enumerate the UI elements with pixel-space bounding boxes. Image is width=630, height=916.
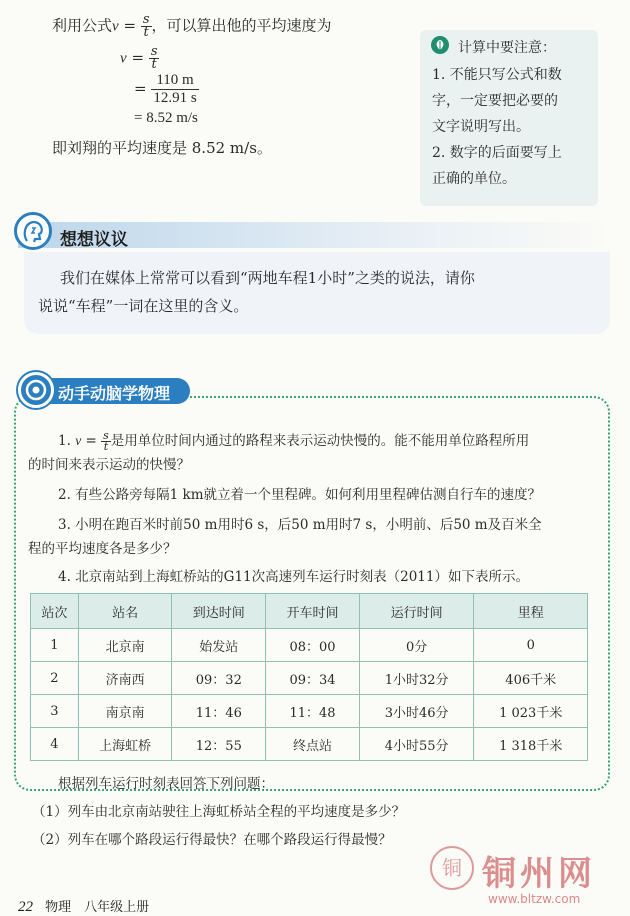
table-cell: 2	[31, 662, 79, 695]
thinking-head-icon	[14, 212, 52, 250]
question-3-cont: 程的平均速度各是多少？	[28, 541, 177, 557]
sub-question-1: （1）列车由北京南站驶往上海虹桥站全程的平均速度是多少？	[32, 804, 406, 820]
table-row	[31, 662, 588, 695]
note-line: 2. 数字的后面要写上	[432, 145, 562, 161]
table-cell: 济南西	[78, 662, 172, 695]
table-cell: 09：32	[172, 662, 266, 695]
column-header: 运行时间	[359, 594, 474, 629]
table-cell: 0分	[359, 629, 474, 662]
formula-substitution: = $\frac{110 m}{12.91 s}$	[134, 72, 197, 106]
formula-definition: v = $\frac{s}{t}$	[120, 44, 158, 72]
question-4: 4. 北京南站到上海虹桥站的G11次高速列车运行时刻表（2011）如下表所示。	[58, 569, 529, 585]
note-title: 计算中要注意：	[458, 40, 556, 56]
table-cell: 南京南	[78, 695, 172, 728]
think-text-line-1: 我们在媒体上常常可以看到“两地车程1小时”之类的说法，请你	[60, 269, 475, 287]
sub-question-2: （2）列车在哪个路段运行得最快？在哪个路段运行得最慢？	[32, 832, 392, 848]
table-cell: 3小时46分	[359, 695, 474, 728]
column-header: 到达时间	[172, 594, 266, 629]
column-header: 站名	[78, 594, 172, 629]
table-cell: 11：48	[266, 695, 360, 728]
eye-circle-icon	[18, 372, 54, 408]
note-line: 正确的单位。	[432, 171, 516, 187]
table-cell: 08：00	[266, 629, 360, 662]
table-header-row	[31, 594, 588, 629]
column-header: 站次	[31, 594, 79, 629]
question-2: 2. 有些公路旁每隔1 km就立着一个里程碑。如何利用里程碑估测自行车的速度？	[58, 487, 542, 503]
watermark-seal: 铜	[430, 846, 474, 890]
table-cell: 3	[31, 695, 79, 728]
book-title: 物理 八年级上册	[45, 900, 150, 915]
watermark-url: www.bltzw.com	[488, 892, 581, 906]
leaf-icon	[431, 36, 449, 54]
table-cell: 0	[474, 629, 588, 662]
formula-result: = 8.52 m/s	[134, 110, 198, 126]
question-3: 3. 小明在跑百米时前50 m用时6 s，后50 m用时7 s，小明前、后50 m及百米全	[58, 517, 542, 533]
formula-intro: 利用公式v = $\frac{s}{t}$ ，可以算出他的平均速度为	[52, 12, 332, 40]
column-header: 里程	[474, 594, 588, 629]
table-row	[31, 728, 588, 761]
hands-on-title: 动手动脑学物理	[58, 384, 171, 403]
table-cell: 始发站	[172, 629, 266, 662]
question-1: 1. v = $\frac{s}{t}$ 是用单位时间内通过的路程来表示运动快慢的。能不能用单位路程所用	[58, 429, 530, 453]
note-line: 文字说明写出。	[432, 119, 530, 135]
table-cell: 北京南	[78, 629, 172, 662]
table-cell: 12：55	[172, 728, 266, 761]
table-cell: 4小时55分	[359, 728, 474, 761]
table-cell: 09：34	[266, 662, 360, 695]
table-cell: 1 023千米	[474, 695, 588, 728]
table-cell: 4	[31, 728, 79, 761]
note-line: 1. 不能只写公式和数	[432, 67, 562, 83]
table-row	[31, 629, 588, 662]
table-cell: 406千米	[474, 662, 588, 695]
watermark-name: 铜州网	[482, 854, 596, 894]
column-header: 开车时间	[266, 594, 360, 629]
timetable	[30, 593, 588, 761]
page-number: 22	[18, 899, 33, 915]
table-cell: 1小时32分	[359, 662, 474, 695]
question-1-cont: 的时间来表示运动的快慢？	[28, 457, 190, 473]
formula-conclusion: 即刘翔的平均速度是 8.52 m/s。	[52, 139, 272, 157]
table-row	[31, 695, 588, 728]
table-cell: 1 318千米	[474, 728, 588, 761]
table-instruction: 根据列车运行时刻表回答下列问题：	[58, 776, 274, 792]
table-cell: 1	[31, 629, 79, 662]
table-cell: 终点站	[266, 728, 360, 761]
table-cell: 11：46	[172, 695, 266, 728]
note-line: 字，一定要把必要的	[432, 93, 558, 109]
formula-fraction: $\frac{s}{t}$	[142, 12, 150, 40]
think-title: 想想议议	[60, 230, 128, 250]
think-text-line-2: 说说“车程”一词在这里的含义。	[38, 297, 249, 315]
note-body	[432, 62, 562, 192]
page-footer	[18, 896, 149, 916]
table-cell: 上海虹桥	[78, 728, 172, 761]
